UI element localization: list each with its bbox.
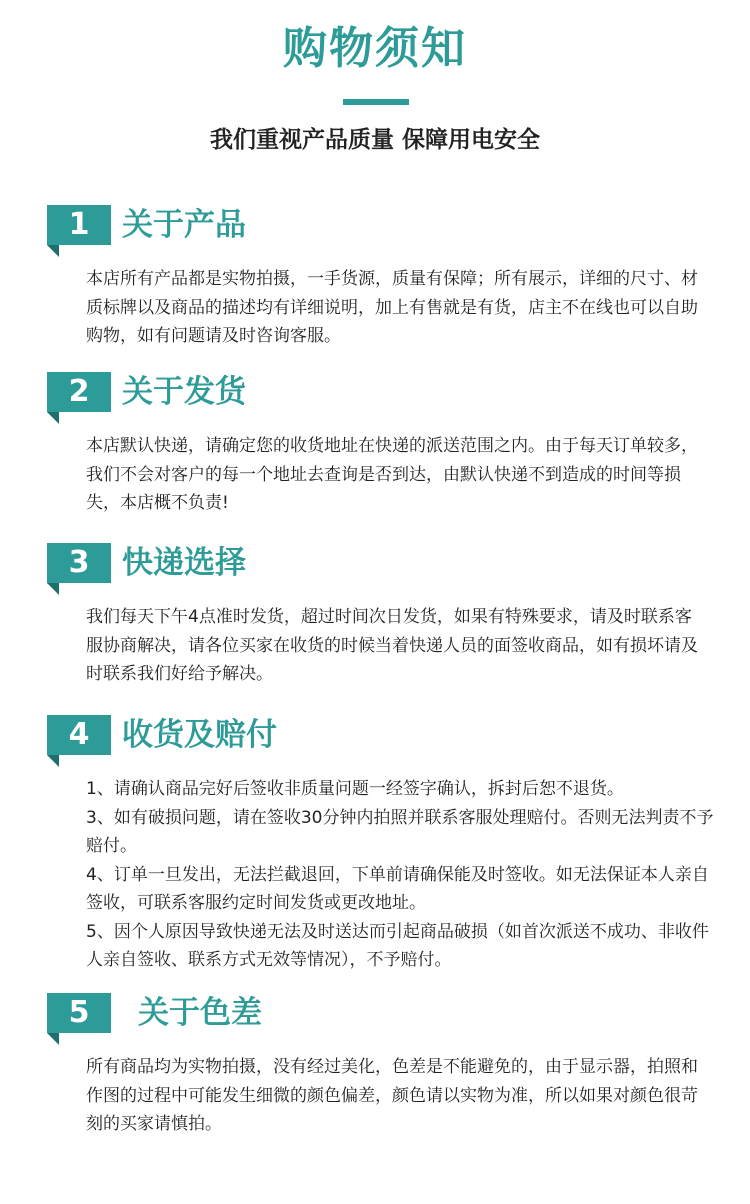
section-title: 收货及赔付	[122, 717, 277, 753]
section-body	[86, 603, 706, 689]
section-header	[0, 205, 750, 265]
section-number: 2	[68, 374, 90, 409]
badge-fold	[47, 755, 59, 767]
section-number: 4	[68, 717, 90, 752]
section-number-badge	[47, 993, 111, 1033]
section-header	[0, 715, 750, 775]
section-number-badge	[47, 715, 111, 755]
list-item: 3、如有破损问题，请在签收30分钟内拍照并联系客服处理赔付。否则无法判责不予赔付。	[86, 807, 714, 856]
page-subtitle: 我们重视产品质量 保障用电安全	[209, 127, 540, 153]
title-underline	[343, 99, 409, 105]
section-title: 关于色差	[138, 995, 262, 1031]
section-body	[86, 1053, 706, 1139]
badge-fold	[47, 1033, 59, 1045]
section-body	[86, 432, 706, 518]
section-title: 关于产品	[122, 207, 246, 243]
badge-fold	[47, 583, 59, 595]
section-number-badge	[47, 372, 111, 412]
page-title: 购物须知	[283, 23, 467, 74]
section-paragraph: 本店默认快递，请确定您的收货地址在快递的派送范围之内。由于每天订单较多，我们不会对客户的每一个地址去查询是否到达，由默认快递不到造成的时间等损失，本店概不负责!	[86, 436, 698, 513]
section-number-badge	[47, 543, 111, 583]
section-header	[0, 993, 750, 1053]
section-number: 3	[68, 545, 90, 580]
list-item: 5、因个人原因导致快递无法及时送达而引起商品破损（如首次派送不成功、非收件人亲自签收、联系方式无效等情况），不予赔付。	[86, 921, 709, 970]
badge-fold	[47, 412, 59, 424]
section-number: 1	[68, 207, 90, 242]
section-body	[86, 775, 716, 975]
section-paragraph: 本店所有产品都是实物拍摄，一手货源，质量有保障；所有展示，详细的尺寸、材质标牌以及商品的描述均有详细说明，加上有售就是有货，店主不在线也可以自助购物，如有问题请及时咨询客服。	[86, 269, 698, 346]
list-item: 4、订单一旦发出，无法拦截退回，下单前请确保能及时签收。如无法保证本人亲自签收，可联系客服约定时间发货或更改地址。	[86, 864, 709, 913]
section-number: 5	[68, 995, 90, 1030]
badge-fold	[47, 245, 59, 257]
section-paragraph: 我们每天下午4点准时发货，超过时间次日发货，如果有特殊要求，请及时联系客服协商解决，请各位买家在收货的时候当着快递人员的面签收商品，如有损坏请及时联系我们好给予解决。	[86, 607, 698, 684]
section-body	[86, 265, 706, 351]
section-title: 快递选择	[122, 545, 246, 581]
section-header	[0, 372, 750, 432]
section-number-badge	[47, 205, 111, 245]
list-item: 1、请确认商品完好后签收非质量问题一经签字确认，拆封后恕不退货。	[86, 779, 624, 799]
section-title: 关于发货	[122, 374, 246, 410]
section-paragraph: 所有商品均为实物拍摄，没有经过美化，色差是不能避免的，由于显示器，拍照和作图的过程中可能发生细微的颜色偏差，颜色请以实物为准，所以如果对颜色很苛刻的买家请慎拍。	[86, 1057, 698, 1134]
section-header	[0, 543, 750, 603]
